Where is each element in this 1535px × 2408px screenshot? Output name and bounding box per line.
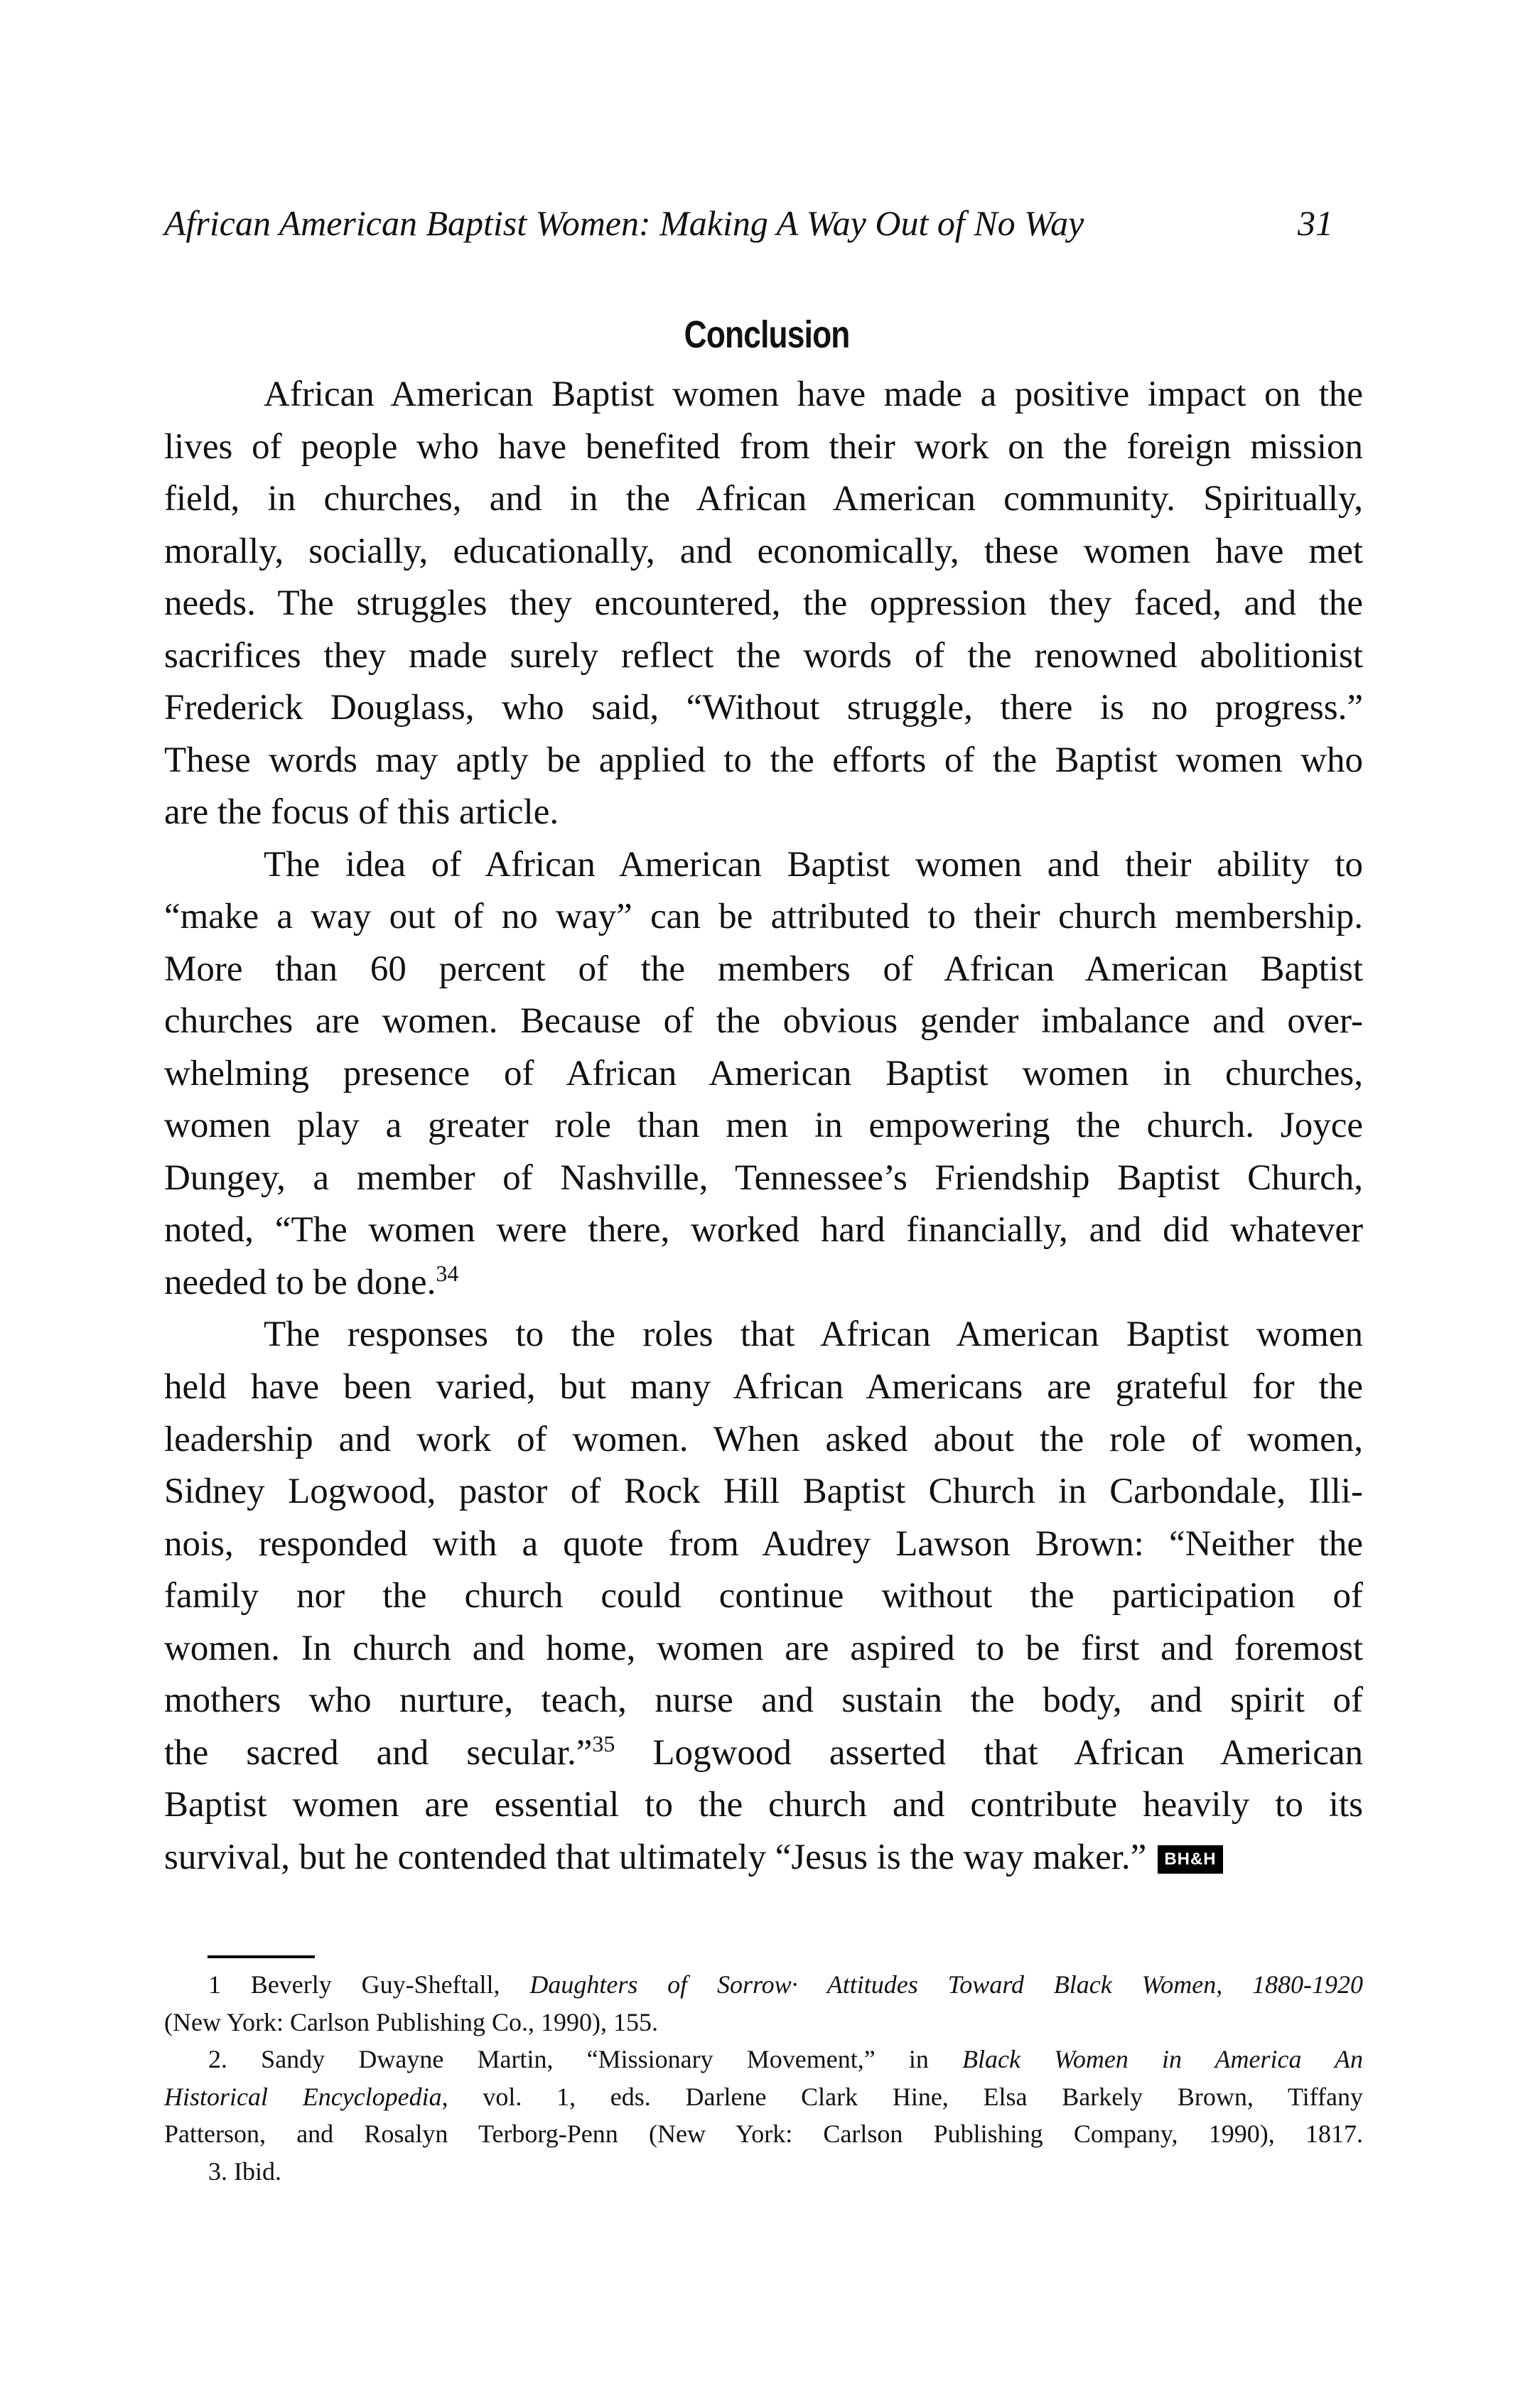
end-of-article-logo: BH&H bbox=[1158, 1845, 1222, 1874]
section-heading: Conclusion bbox=[684, 313, 850, 356]
footnote-line bbox=[164, 2041, 1363, 2078]
text-segment: These words may aptly be applied to the efforts of the Baptist women who bbox=[164, 740, 1363, 780]
text-segment: Black Women in America An bbox=[962, 2045, 1363, 2073]
body-line bbox=[164, 1674, 1363, 1727]
footnote-line bbox=[164, 1966, 1363, 2003]
text-segment: Patterson, and Rosalyn Terborg-Penn (New York: Carlson Publishing Company, 1990), 1817. bbox=[164, 2120, 1363, 2148]
body-line bbox=[164, 890, 1363, 943]
body-line bbox=[164, 1778, 1363, 1831]
text-segment: women play a greater role than men in empowering the church. Joyce bbox=[164, 1106, 1363, 1146]
text-segment: whelming presence of African American Baptist women in churches, bbox=[164, 1053, 1363, 1094]
text-segment: Logwood asserted that African American bbox=[615, 1732, 1363, 1773]
text-segment: morally, socially, educationally, and economically, these women have met bbox=[164, 531, 1363, 571]
body-line bbox=[164, 681, 1363, 734]
body-line bbox=[164, 1570, 1363, 1622]
text-segment: lives of people who have benefited from their work on the foreign mission bbox=[164, 426, 1363, 467]
text-segment: Baptist women are essential to the church and contribute heavily to its bbox=[164, 1785, 1363, 1825]
text-segment: 3. Ibid. bbox=[208, 2156, 281, 2186]
text-segment: , vol. 1, eds. Darlene Clark Hine, Elsa Barkely Brown, Tiffany bbox=[441, 2082, 1363, 2111]
footnote-line bbox=[164, 2153, 1363, 2190]
footnote-line bbox=[164, 2078, 1363, 2115]
body-line bbox=[164, 1361, 1363, 1413]
text-segment: African American Baptist women have made a positive impact on the bbox=[264, 374, 1363, 414]
text-segment: The idea of African American Baptist women and their ability to bbox=[264, 844, 1363, 885]
body-line bbox=[164, 577, 1363, 630]
text-segment: 1 Beverly Guy-Sheftall, bbox=[208, 1970, 530, 1999]
text-segment: churches are women. Because of the obvious gender imbalance and over- bbox=[164, 1001, 1363, 1042]
body-line bbox=[164, 1256, 1363, 1309]
body-line bbox=[164, 1727, 1363, 1779]
body-line bbox=[164, 734, 1363, 787]
text-segment: family nor the church could continue without the participation of bbox=[164, 1576, 1363, 1616]
text-segment: needed to be done. bbox=[164, 1262, 436, 1302]
text-segment: Sidney Logwood, pastor of Rock Hill Baptist Church in Carbondale, Illi- bbox=[164, 1472, 1363, 1512]
footnote-line bbox=[164, 2115, 1363, 2152]
text-segment: mothers who nurture, teach, nurse and sustain the body, and spirit of bbox=[164, 1680, 1363, 1721]
body-line bbox=[164, 838, 1363, 891]
text-segment: 2. Sandy Dwayne Martin, “Missionary Movement,” in bbox=[208, 2045, 963, 2073]
footnote-reference: 34 bbox=[436, 1260, 459, 1286]
text-segment: leadership and work of women. When asked about the role of women, bbox=[164, 1419, 1363, 1459]
text-segment: held have been varied, but many African Americans are grateful for the bbox=[164, 1367, 1363, 1407]
text-segment: the sacred and secular.” bbox=[164, 1732, 593, 1773]
body-line bbox=[164, 630, 1363, 682]
body-line bbox=[164, 1204, 1363, 1256]
page-number: 31 bbox=[1298, 203, 1333, 243]
text-segment: nois, responded with a quote from Audrey Lawson Brown: “Neither the bbox=[164, 1523, 1363, 1564]
footnote-reference: 35 bbox=[592, 1730, 615, 1756]
running-header-title: African American Baptist Women: Making A Way Out of No Way bbox=[164, 203, 1084, 243]
body-line bbox=[164, 525, 1363, 578]
body-line bbox=[164, 1831, 1363, 1884]
body-line bbox=[164, 1413, 1363, 1466]
body-line bbox=[164, 421, 1363, 473]
body-line bbox=[164, 786, 1363, 838]
text-segment: Dungey, a member of Nashville, Tennessee’s Friendship Baptist Church, bbox=[164, 1157, 1363, 1198]
body-line bbox=[164, 1152, 1363, 1204]
text-segment: Frederick Douglass, who said, “Without struggle, there is no progress.” bbox=[164, 688, 1363, 728]
body-line bbox=[164, 1518, 1363, 1570]
body-line bbox=[164, 473, 1363, 525]
body-line bbox=[164, 1465, 1363, 1518]
body-line bbox=[164, 1047, 1363, 1100]
text-segment: sacrifices they made surely reflect the words of the renowned abolitionist bbox=[164, 635, 1363, 676]
text-segment: women. In church and home, women are aspired to be first and foremost bbox=[164, 1628, 1363, 1668]
text-segment: needs. The struggles they encountered, the oppression they faced, and the bbox=[164, 583, 1363, 624]
footnote-line bbox=[164, 2004, 1363, 2041]
text-segment: “make a way out of no way” can be attributed to their church membership. bbox=[164, 897, 1363, 937]
text-segment: Daughters of Sorrow· Attitudes Toward Black Women, 1880-1920 bbox=[529, 1970, 1364, 1999]
footnote-divider bbox=[208, 1955, 315, 1958]
body-line bbox=[164, 368, 1363, 421]
text-segment: Historical Encyclopedia bbox=[164, 2082, 442, 2111]
text-segment: (New York: Carlson Publishing Co., 1990), 155. bbox=[164, 2007, 659, 2036]
body-line bbox=[164, 1622, 1363, 1675]
body-line bbox=[164, 1308, 1363, 1361]
body-line bbox=[164, 943, 1363, 995]
body-line bbox=[164, 1099, 1363, 1152]
text-segment: The responses to the roles that African American Baptist women bbox=[264, 1314, 1363, 1355]
text-segment: field, in churches, and in the African American community. Spiritually, bbox=[164, 479, 1363, 519]
text-segment: noted, “The women were there, worked hard financially, and did whatever bbox=[164, 1210, 1363, 1251]
text-segment: are the focus of this article. bbox=[164, 792, 559, 833]
text-segment: survival, but he contended that ultimately “Jesus is the way maker.” bbox=[164, 1837, 1147, 1877]
body-line bbox=[164, 995, 1363, 1047]
text-segment: More than 60 percent of the members of African American Baptist bbox=[164, 949, 1363, 989]
